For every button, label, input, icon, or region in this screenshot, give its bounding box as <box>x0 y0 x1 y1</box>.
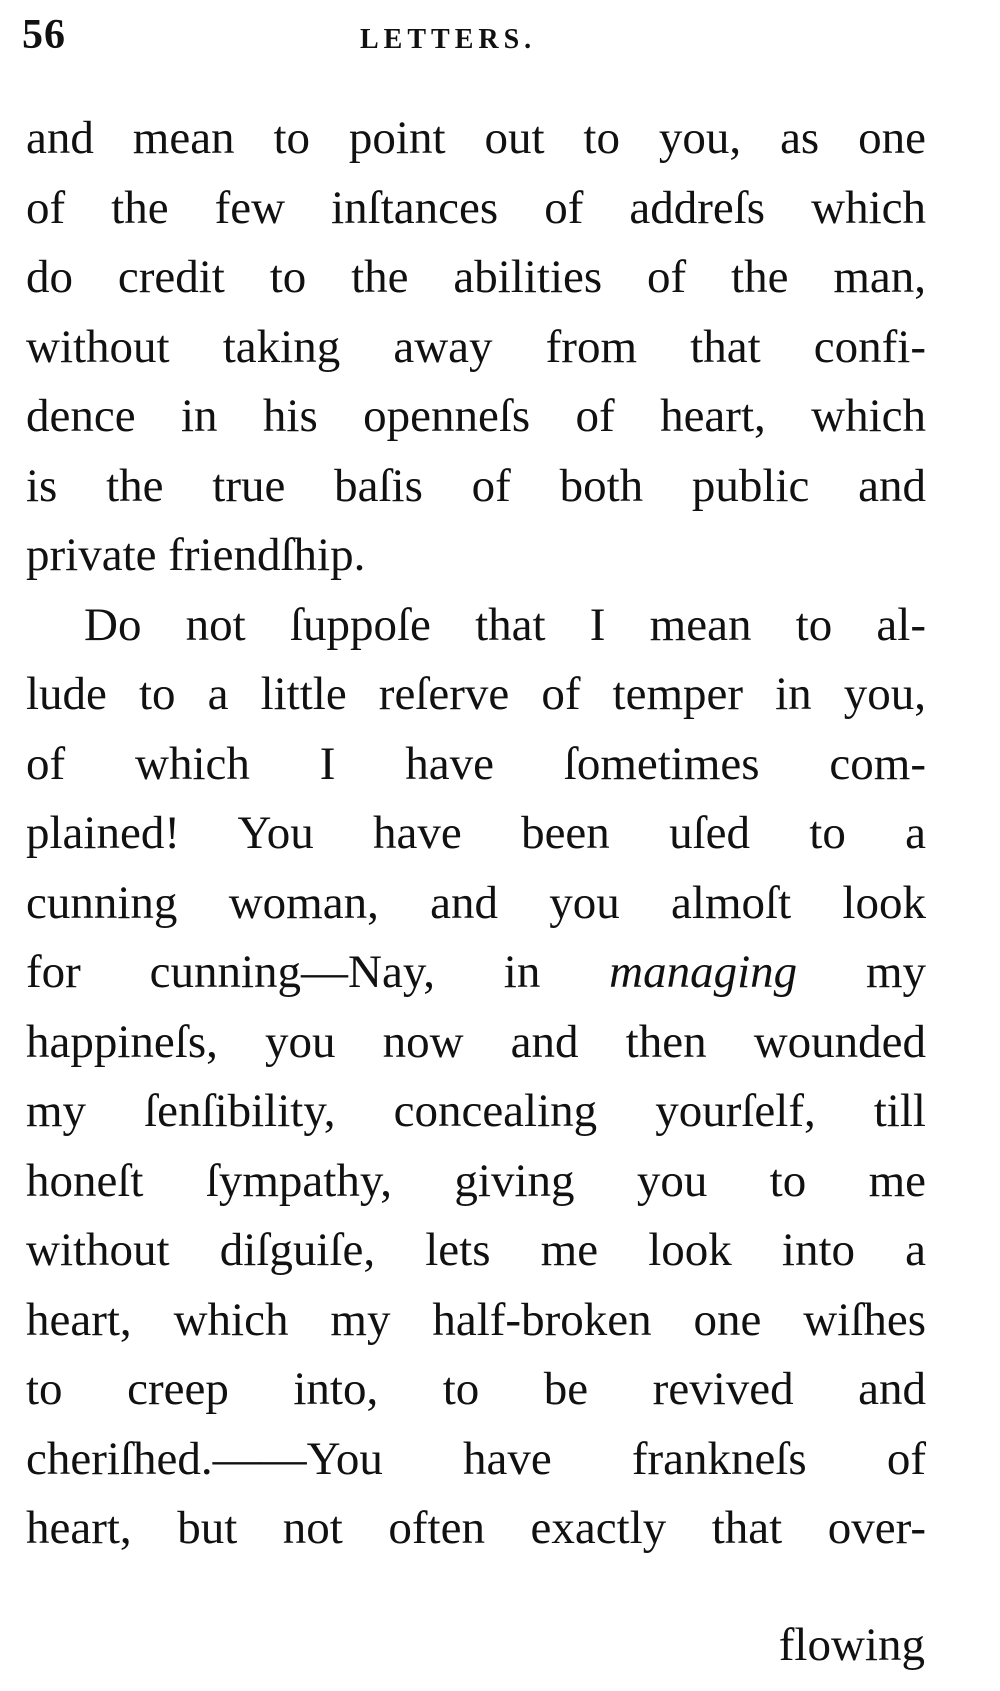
text-line: to creep into, to be revived and <box>26 1363 926 1415</box>
text-line: without taking away from that confi- <box>26 320 926 373</box>
page-number: 56 <box>22 12 66 58</box>
text-line: private friendſhip. <box>26 529 366 581</box>
text-line: of the few inſtances of addreſs which <box>26 181 926 234</box>
paragraph-first-line: Do not ſuppoſe that I mean to al- <box>84 598 926 651</box>
running-head: LETTERS. <box>360 24 537 55</box>
text-segment: my <box>797 946 927 998</box>
text-segment: for cunning—Nay, in <box>26 946 610 998</box>
text-line: heart, but not often exactly that over- <box>26 1502 926 1554</box>
text-line: heart, which my half-broken one wiſhes <box>26 1293 926 1346</box>
text-line: cheriſhed.——You have frankneſs of <box>26 1432 926 1485</box>
text-line: my ſenſibility, concealing yourſelf, till <box>26 1085 926 1137</box>
text-line: without diſguiſe, lets me look into a <box>26 1224 926 1276</box>
italic-word: managing <box>609 946 798 998</box>
text-line: dence in his openneſs of heart, which <box>26 390 926 442</box>
text-line: do credit to the abilities of the man, <box>26 251 926 303</box>
text-line: honeſt ſympathy, giving you to me <box>26 1154 926 1207</box>
text-line-with-italic <box>26 938 926 1008</box>
catchword: flowing <box>778 1619 925 1671</box>
text-line: plained! You have been uſed to a <box>26 807 926 859</box>
text-line: is the true baſis of both public and <box>26 459 926 512</box>
text-line: of which I have ſometimes com- <box>26 737 926 790</box>
text-line: lude to a little reſerve of temper in you, <box>26 668 926 720</box>
text-line: and mean to point out to you, as one <box>26 112 926 164</box>
body-text <box>26 104 926 1564</box>
text-line: happineſs, you now and then wounded <box>26 1015 926 1068</box>
text-line: cunning woman, and you almoſt look <box>26 876 926 929</box>
